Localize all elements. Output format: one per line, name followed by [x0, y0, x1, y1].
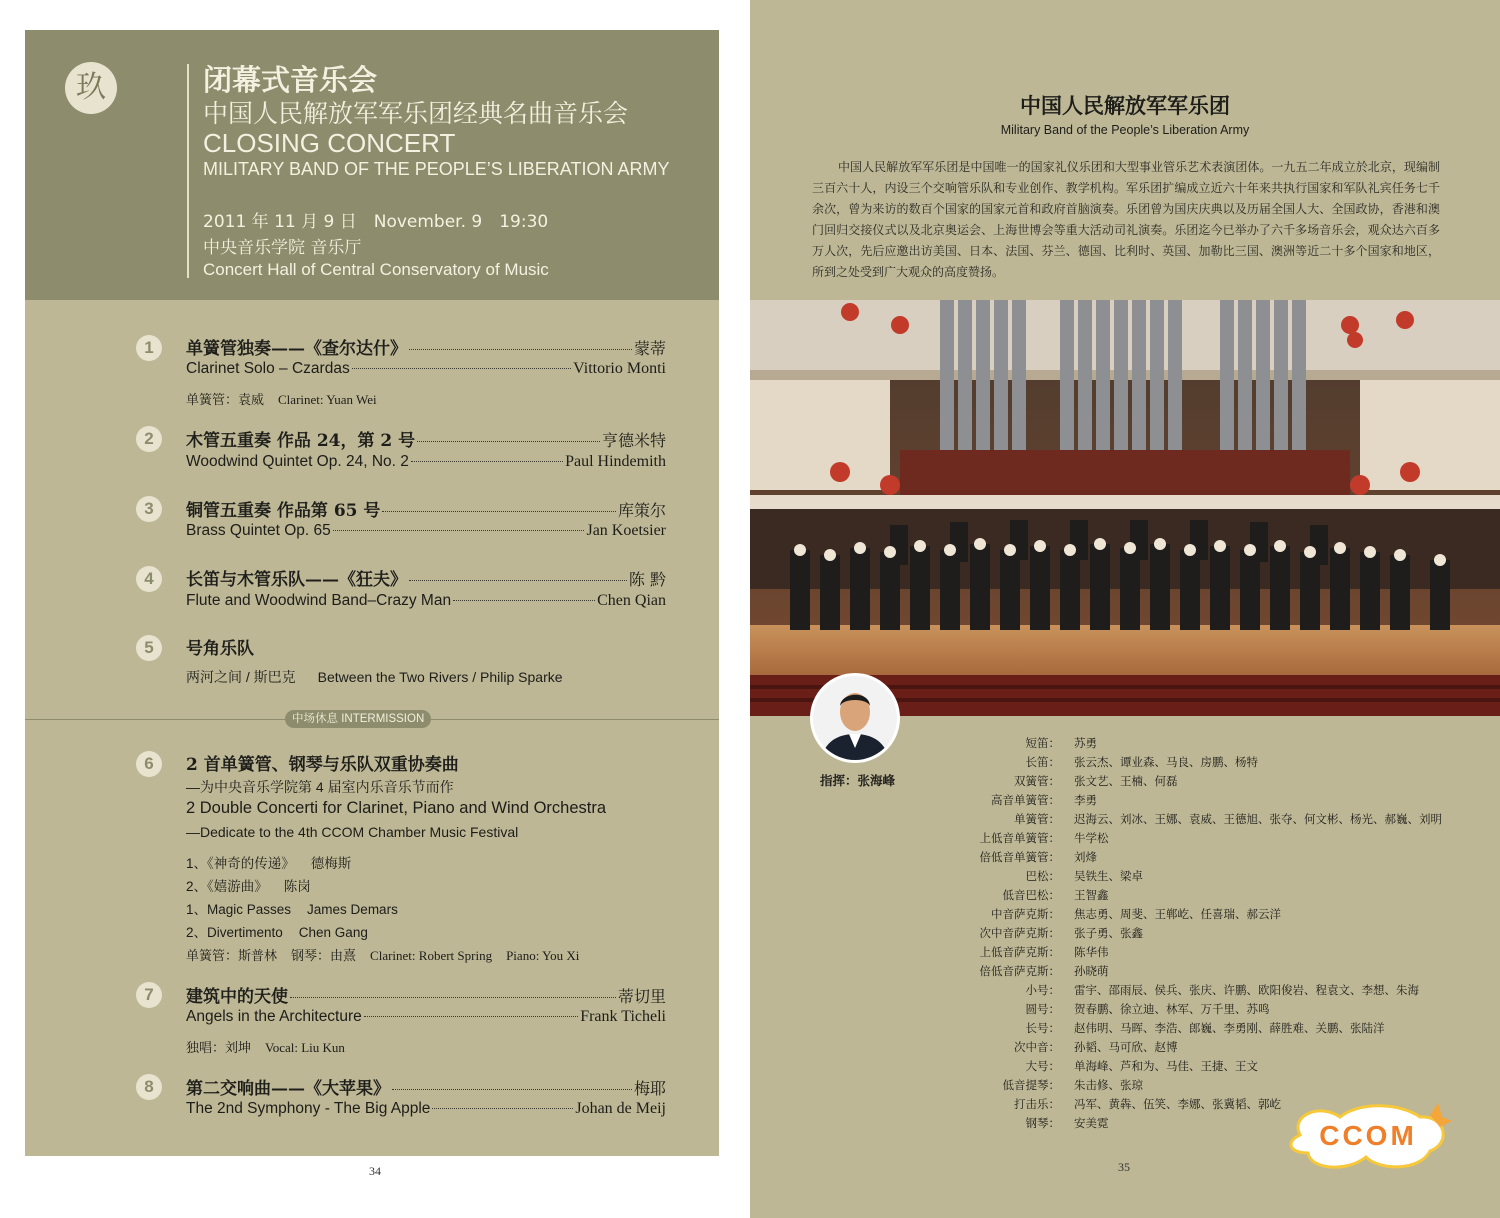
item-number: 8	[136, 1074, 162, 1100]
movement-line: 2、《嬉游曲》 陈岗	[186, 879, 311, 894]
program-title-en: Woodwind Quintet Op. 24, No. 2 Paul Hindemith	[186, 453, 666, 470]
performer-line: 独唱：刘坤 Vocal: Liu Kun	[186, 1040, 345, 1055]
performer-line: 单簧管：袁威 Clarinet: Yuan Wei	[186, 392, 377, 407]
roster-row: 短笛： 苏勇	[1025, 736, 1097, 750]
concert-date: 2011 年 11 月 9 日 November. 9 19:30	[203, 212, 549, 232]
roster-row: 中音萨克斯： 焦志勇、周斐、王郸屹、任喜瑞、郝云洋	[991, 907, 1281, 921]
intermission-label: 中场休息 INTERMISSION	[285, 710, 431, 728]
band-photo	[750, 300, 1500, 716]
roster-row: 钢琴： 安美霓	[1025, 1116, 1109, 1130]
program-title-en: Angels in the Architecture Frank Ticheli	[186, 1008, 666, 1025]
program-title-cn: 长笛与木管乐队——《狂夫》 陈 黔	[186, 570, 666, 590]
program-title-cn: 建筑中的天使 蒂切里	[186, 987, 666, 1007]
roster-row: 低音巴松： 王智鑫	[1002, 888, 1109, 902]
item-number: 4	[136, 566, 162, 592]
header-divider	[187, 64, 189, 278]
movement-line: 2、Divertimento Chen Gang	[186, 925, 368, 940]
program-title-en: The 2nd Symphony - The Big Apple Johan de Meij	[186, 1100, 666, 1117]
venue-cn: 中央音乐学院 音乐厅	[203, 238, 362, 258]
movement-line: 1、《神奇的传递》 德梅斯	[186, 856, 352, 871]
program-title-cn: 木管五重奏 作品 24，第 2 号 亨德米特	[186, 431, 666, 451]
title-en-2: MILITARY BAND OF THE PEOPLE’S LIBERATION ARMY	[203, 159, 670, 179]
roster-row: 长笛： 张云杰、谭业森、马良、房鹏、杨特	[1025, 755, 1258, 769]
band-subtitle: Military Band of the People’s Liberation Army	[1000, 123, 1250, 137]
roster-row: 大号： 单海峰、芦和为、马佳、王捷、王文	[1025, 1059, 1258, 1073]
chapter-badge: 玖	[65, 62, 117, 114]
program-title-en: Flute and Woodwind Band–Crazy Man Chen Qian	[186, 592, 666, 609]
movement-line: 1、Magic Passes James Demars	[186, 902, 398, 917]
roster-row: 双簧管： 张文艺、王楠、何磊	[1014, 774, 1178, 788]
program-title-en: 2 Double Concerti for Clarinet, Piano and Wind Orchestra	[186, 799, 607, 817]
item-number: 7	[136, 982, 162, 1008]
title-en-1: CLOSING CONCERT	[203, 128, 456, 158]
venue-en: Concert Hall of Central Conservatory of Music	[203, 260, 549, 279]
roster-row: 单簧管： 迟海云、刘冰、王娜、袁威、王德旭、张夺、何文彬、杨光、郝巍、刘明	[1014, 812, 1442, 826]
item-number: 6	[136, 751, 162, 777]
program-title-cn: 铜管五重奏 作品第 65 号 库策尔	[186, 501, 666, 521]
roster-row: 小号： 雷宇、邵雨辰、侯兵、张庆、许鹏、欧阳俊岩、程袁文、李想、朱海	[1025, 983, 1419, 997]
conductor-label: 指挥：张海峰	[820, 773, 896, 788]
concert-header	[25, 30, 719, 300]
page-number-left: 34	[369, 1164, 381, 1178]
ccom-logo	[1280, 1095, 1455, 1175]
band-title: 中国人民解放军军乐团	[1020, 93, 1230, 118]
roster-row: 次中音： 孙韬、马可欣、赵博	[1014, 1040, 1178, 1054]
item-number: 5	[136, 635, 162, 661]
page-number-right: 35	[1118, 1160, 1130, 1174]
program-title-cn: 号角乐队	[186, 639, 254, 659]
roster-row: 上低音萨克斯： 陈华伟	[979, 945, 1109, 959]
roster-row: 倍低音单簧管： 刘烽	[979, 850, 1097, 864]
roster-row: 打击乐： 冯军、黄犇、伍笑、李娜、张冀韬、郭屹	[1014, 1097, 1281, 1111]
title-cn-2: 中国人民解放军军乐团经典名曲音乐会	[203, 99, 629, 128]
program-title-cn: 第二交响曲——《大苹果》 梅耶	[186, 1079, 666, 1099]
item-number: 2	[136, 426, 162, 452]
program-title-cn: 单簧管独奏——《查尔达什》 蒙蒂	[186, 339, 666, 359]
roster-row: 低音提琴： 朱击修、张琼	[1002, 1078, 1143, 1092]
roster-row: 巴松： 吴铁生、梁卓	[1025, 869, 1143, 883]
item-number: 1	[136, 335, 162, 361]
left-page	[25, 30, 719, 1156]
right-page	[750, 0, 1500, 1218]
band-intro: 中国人民解放军军乐团是中国唯一的国家礼仪乐团和大型事业管乐艺术表演团体。一九五二年成立於北京，现编制三百六十人，内设三个交响管乐队和专业创作、教学机构。军乐团扩编成立近六十年来共执行国家和军队礼宾任务七千余次，曾为来访的数百个国家的国家元首和政府首脑演奏。乐团曾为国庆庆典以及历届全国人大、全国政协，香港和澳门回归交接仪式以及北京奥运会、上海世博会等重大活动司礼演奏。乐团迄今已举办了六千多场音乐会，观众达六百多万人次，先后应邀出访美国、日本、法国、芬兰、德国、比利时、英国、加勒比三国、澳洲等近二十多个国家和地区，所到之处受到广大观众的高度赞扬。	[812, 160, 1440, 279]
program-title-en: Brass Quintet Op. 65 Jan Koetsier	[186, 522, 666, 539]
performer-line: 单簧管：斯普林 钢琴：由熹 Clarinet: Robert Spring Piano: You Xi	[186, 948, 580, 963]
roster-row: 圆号： 贺春鹏、徐立迪、林军、万千里、苏鸣	[1025, 1002, 1270, 1016]
program-dedication-cn: —为中央音乐学院第 4 届室内乐音乐节而作	[186, 779, 454, 795]
program-title-cn: 2 首单簧管、钢琴与乐队双重协奏曲	[186, 755, 459, 775]
conductor-portrait	[813, 676, 897, 760]
logo-text: CCOM	[1319, 1120, 1417, 1151]
roster-row: 次中音萨克斯： 张子勇、张鑫	[979, 926, 1143, 940]
program-subtitle: 两河之间 / 斯巴克 Between the Two Rivers / Philip Sparke	[186, 669, 563, 685]
roster-row: 高音单簧管： 李勇	[991, 793, 1097, 807]
roster-row: 倍低音萨克斯： 孙晓萌	[979, 964, 1109, 978]
roster-row: 上低音单簧管： 牛学松	[979, 831, 1109, 845]
title-cn-1: 闭幕式音乐会	[203, 63, 378, 97]
conductor-photo	[810, 673, 900, 763]
roster-row: 长号： 赵伟明、马晖、李浩、郎巍、李勇刚、薛胜难、关鹏、张陆洋	[1025, 1021, 1385, 1035]
program-dedication-en: —Dedicate to the 4th CCOM Chamber Music Festival	[186, 824, 519, 840]
item-number: 3	[136, 496, 162, 522]
concert-hall-illustration	[750, 300, 1500, 716]
program-title-en: Clarinet Solo – Czardas Vittorio Monti	[186, 360, 666, 377]
